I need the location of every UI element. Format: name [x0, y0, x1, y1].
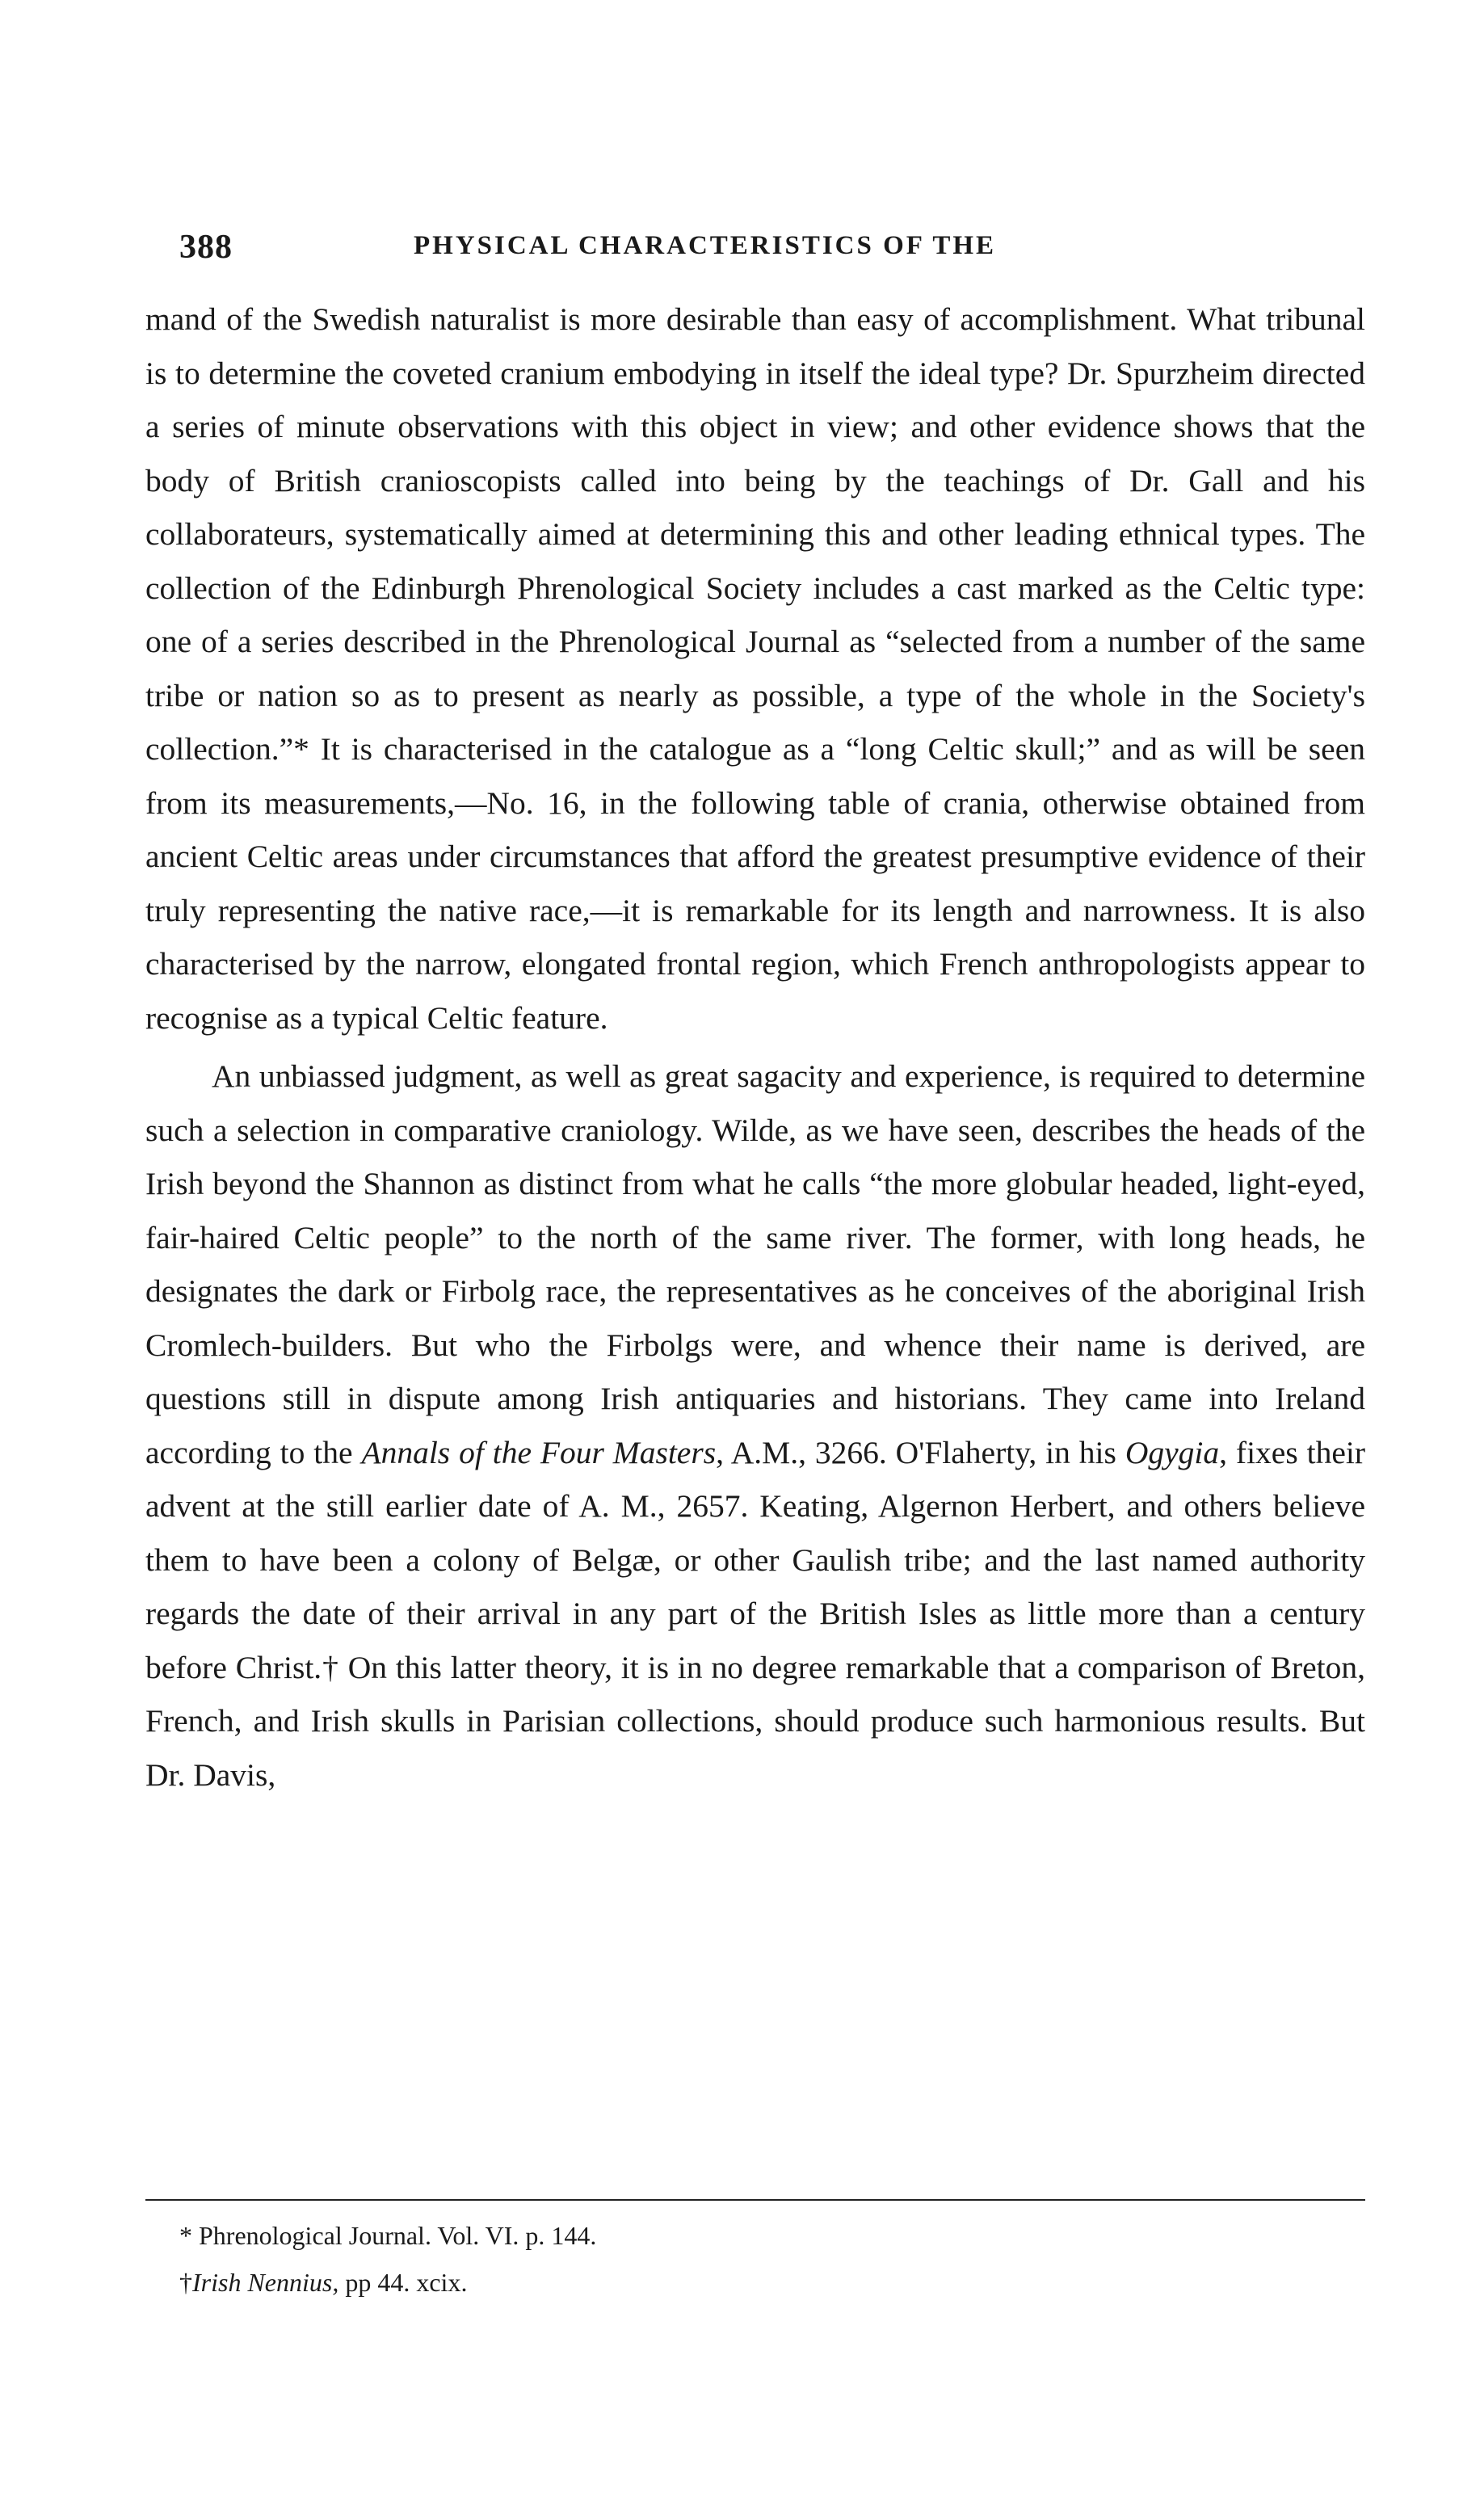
body-text [145, 292, 1365, 1802]
footnote-text: pp 44. xcix. [345, 2268, 468, 2297]
footnote-mark: † [179, 2268, 192, 2297]
footnotes [179, 2212, 1310, 2306]
footnote-source: Irish Nennius, [192, 2268, 339, 2297]
italic-title: Annals of the Four Masters [361, 1434, 717, 1470]
footnote-1 [179, 2212, 1310, 2259]
footnote-mark: * [179, 2221, 192, 2250]
text-run: An unbiassed judgment, as well as great sagacity and experience, is required to determine such a selection in comparative craniology. Wilde, as we have seen, describes the heads of the Irish beyond the Shannon as distinct from what he calls “the more globular headed, light-eyed, fair-haired Celtic people” to the north of the same river. The former, with long heads, he designates the dark or Firbolg race, the representatives as he conceives of the aboriginal Irish Cromlech-builders. But who the Firbolgs were, and whence their name is derived, are questions still in dispute among Irish antiquaries and historians. They came into Ireland according to the [145, 1058, 1365, 1470]
page-number: 388 [179, 229, 233, 266]
text-run: , A.M., 3266. O'Flaherty, in his [716, 1434, 1125, 1470]
page-header [179, 228, 1381, 276]
footnote-text: Phrenological Journal. Vol. VI. p. 144. [199, 2221, 597, 2250]
paragraph-1 [145, 292, 1365, 1045]
footnote-2 [179, 2259, 1310, 2306]
text-run: mand of the Swedish naturalist is more desirable than easy of accomplishment. What tribunal is to determine the coveted cranium embodying in itself the ideal type? Dr. Spurzheim directed a series of minute observations with this object in view; and other evidence shows that the body of British cranioscopists called into being by the teachings of Dr. Gall and his collaborateurs, systematically aimed at determining this and other leading ethnical types. The collection of the Edinburgh Phrenological Society includes a cast marked as the Celtic type: one of a series described in the Phrenological Journal as “selected from a number of the same tribe or nation so as to present as nearly as possible, a type of the whole in the Society's collection.”* It is characterised in the catalogue as a “long Celtic skull;” and as will be seen from its measurements,—No. 16, in the following table of crania, otherwise obtained from ancient Celtic areas under circumstances that afford the greatest presumptive evidence of their truly representing the native race,—it is remarkable for its length and narrowness. It is also characterised by the narrow, elongated frontal region, which French anthropologists appear to recognise as a typical Celtic feature. [145, 301, 1365, 1036]
paragraph-2 [145, 1049, 1365, 1802]
running-head: PHYSICAL CHARACTERISTICS OF THE [414, 231, 997, 260]
text-run: , fixes their advent at the still earlier date of A. M., 2657. Keating, Algernon Herbert, and others believe them to have been a colony of Belgæ, or other Gaulish tribe; and the last named authority regards the date of their arrival in any part of the British Isles as little more than a century before Christ.† On this latter theory, it is in no degree remarkable that a comparison of Breton, French, and Irish skulls in Parisian collections, should produce such harmonious results. But Dr. Davis, [145, 1434, 1365, 1793]
italic-title: Ogygia [1125, 1434, 1220, 1470]
footnote-divider [145, 2199, 1365, 2201]
